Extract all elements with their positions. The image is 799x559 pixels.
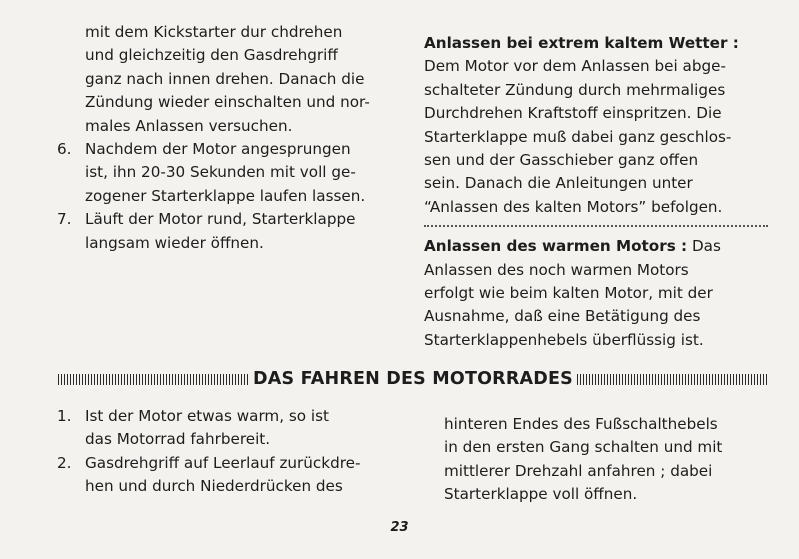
text-line: “Anlassen des kalten Motors” befolgen. [424,197,723,216]
list-item-1 [57,405,402,452]
dotted-divider [424,225,768,227]
text-line: hinteren Endes des Fußschalthebels [444,415,718,433]
continuation-paragraph [57,21,407,138]
text-line: mittlerer Drehzahl anfahren ; dabei [444,461,713,480]
text-line: Anlassen des noch warmen Motors [424,260,689,279]
text-line: erfolgt wie beim kalten Motor, mit der [424,284,713,303]
item-number: 6. [57,140,72,159]
page-number: 23 [390,520,409,535]
text-line: sein. Danach die Anleitungen unter [424,174,693,193]
right-column-bottom [444,413,768,507]
section-heading [58,366,768,392]
text-line: und gleichzeitig den Gasdrehgriff [85,46,338,65]
hatch-rule-left [58,374,249,385]
text-line: langsam wieder öffnen. [85,233,264,252]
text-line: hen und durch Niederdrücken des [85,477,343,496]
list-item-6 [57,138,407,208]
text-line: Gasdrehgriff auf Leerlauf zurückdre- [85,453,361,472]
text-line: schalteter Zündung durch mehrmaliges [424,80,726,99]
text-line: Zündung wieder einschalten und nor- [85,93,370,112]
right-column-top [424,32,768,352]
item-number: 7. [57,210,72,229]
list-item-7 [57,208,407,255]
text-line: males Anlassen versuchen. [85,116,293,135]
text-line: ist, ihn 20-30 Sekunden mit voll ge- [85,163,356,182]
warm-engine-section [424,235,768,352]
text-line: Ausnahme, daß eine Betätigung des [424,307,701,326]
warm-engine-heading: Anlassen des warmen Motors : [424,237,688,256]
left-column-top [57,21,407,255]
cold-weather-section [424,32,768,219]
text-line: zogener Starterklappe laufen lassen. [85,186,366,205]
text-line: Starterklappe muß dabei ganz geschlos- [424,127,732,146]
text-line: Dem Motor vor dem Anlassen bei abge- [424,57,726,76]
item-number: 1. [57,407,72,425]
text-line: Durchdrehen Kraftstoff einspritzen. Die [424,104,722,123]
text-line: ganz nach innen drehen. Danach die [85,69,365,88]
cold-weather-heading: Anlassen bei extrem kaltem Wetter : [424,34,739,52]
text-line: in den ersten Gang schalten und mit [444,438,723,457]
item-number: 2. [57,453,72,472]
section-title: DAS FAHREN DES MOTORRADES [253,369,573,389]
hatch-rule-right [577,374,768,385]
left-column-bottom [57,405,402,499]
list-item-2 [57,452,402,499]
text-line: Das [691,237,721,256]
text-line: Ist der Motor etwas warm, so ist [85,407,329,425]
text-line: Läuft der Motor rund, Starterklappe [85,210,356,229]
text-line: sen und der Gasschieber ganz offen [424,151,699,170]
text-line: Starterklappe voll öffnen. [444,485,638,504]
text-line: Starterklappenhebels überflüssig ist. [424,330,704,349]
text-line: das Motorrad fahrbereit. [85,430,271,449]
text-line: mit dem Kickstarter dur chdrehen [85,23,343,41]
text-line: Nachdem der Motor angesprungen [85,140,351,159]
